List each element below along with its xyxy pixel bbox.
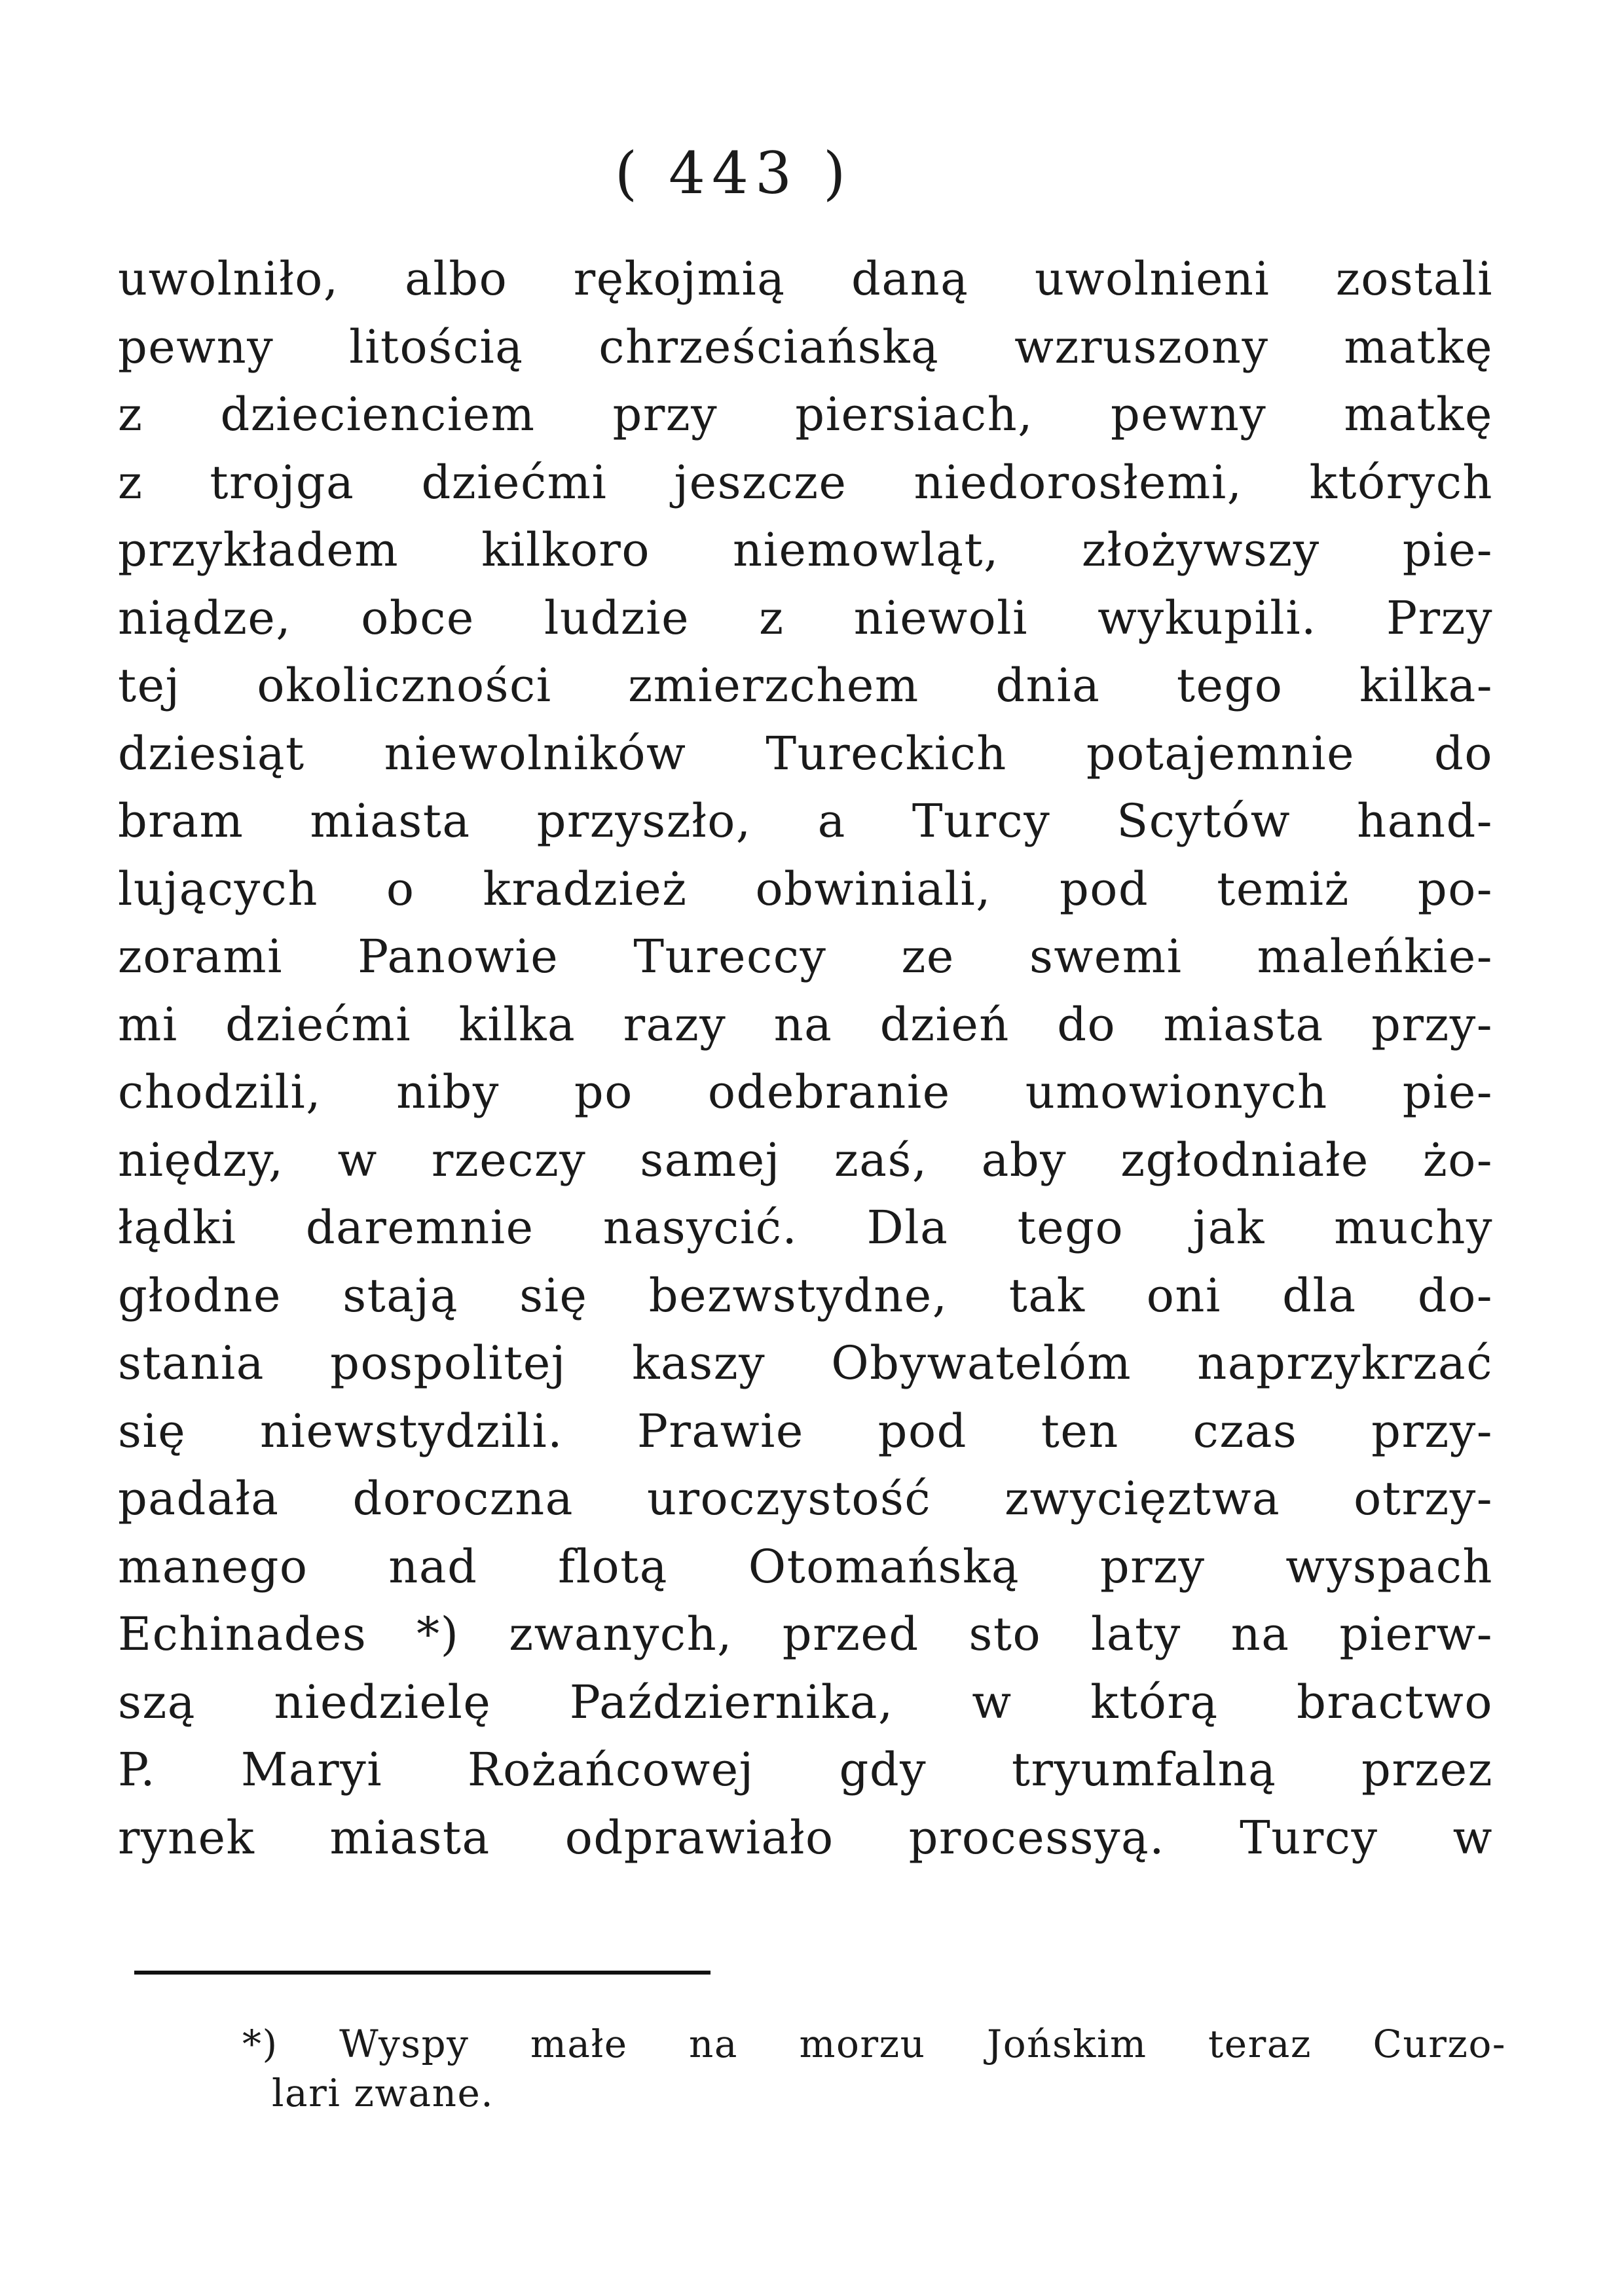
- text-line: padała doroczna uroczystość zwycięztwa otrzy-: [118, 1472, 1493, 1525]
- text-line: niędzy, w rzeczy samej zaś, aby zgłodniałe żo-: [118, 1133, 1493, 1187]
- footnote-line: lari zwane.: [272, 2071, 494, 2115]
- text-line: z dziecienciem przy piersiach, pewny matkę: [118, 388, 1493, 441]
- text-line: niądze, obce ludzie z niewoli wykupili. Przy: [118, 591, 1493, 645]
- text-line: głodne stają się bezwstydne, tak oni dla do-: [118, 1268, 1493, 1322]
- text-line: Echinades *) zwanych, przed sto laty na pierw-: [118, 1607, 1493, 1661]
- text-line: dziesiąt niewolników Tureckich potajemnie do: [118, 726, 1493, 780]
- text-line: manego nad flotą Otomańską przy wyspach: [118, 1539, 1493, 1594]
- text-line: rynek miasta odprawiało processyą. Turcy w: [118, 1810, 1493, 1865]
- text-line: lujących o kradzież obwiniali, pod temiż po-: [118, 862, 1493, 916]
- text-line: tej okoliczności zmierzchem dnia tego kilka-: [118, 659, 1493, 712]
- text-line: szą niedzielę Października, w którą bractwo: [118, 1675, 1493, 1729]
- footnote: [242, 2020, 1506, 2118]
- text-line: pewny litością chrześciańską wzruszony matkę: [118, 319, 1493, 374]
- text-line: z trojga dziećmi jeszcze niedorosłemi, których: [118, 455, 1493, 509]
- footnote-line: *) Wyspy małe na morzu Jońskim teraz Curzo-: [242, 2022, 1506, 2066]
- text-line: stania pospolitej kaszy Obywatelóm naprzykrzać: [118, 1336, 1493, 1390]
- text-line: mi dziećmi kilka razy na dzień do miasta przy-: [118, 997, 1493, 1051]
- text-line: bram miasta przyszło, a Turcy Scytów hand-: [118, 794, 1493, 848]
- text-line: się niewstydzili. Prawie pod ten czas przy-: [118, 1404, 1493, 1458]
- text-line: przykładem kilkoro niemowląt, złożywszy pie-: [118, 523, 1493, 577]
- text-line: P. Maryi Rożańcowej gdy tryumfalną przez: [118, 1743, 1493, 1796]
- page-number: ( 443 ): [614, 139, 853, 207]
- text-line: łądki daremnie nasycić. Dla tego jak muchy: [118, 1201, 1493, 1254]
- text-line: uwolniło, albo rękojmią daną uwolnieni zostali: [118, 252, 1493, 306]
- footnote-divider: [134, 1971, 710, 1975]
- text-line: chodzili, niby po odebranie umowionych pie-: [118, 1065, 1493, 1119]
- body-text: [118, 246, 1493, 1872]
- text-line: zorami Panowie Tureccy ze swemi maleńkie-: [118, 930, 1493, 983]
